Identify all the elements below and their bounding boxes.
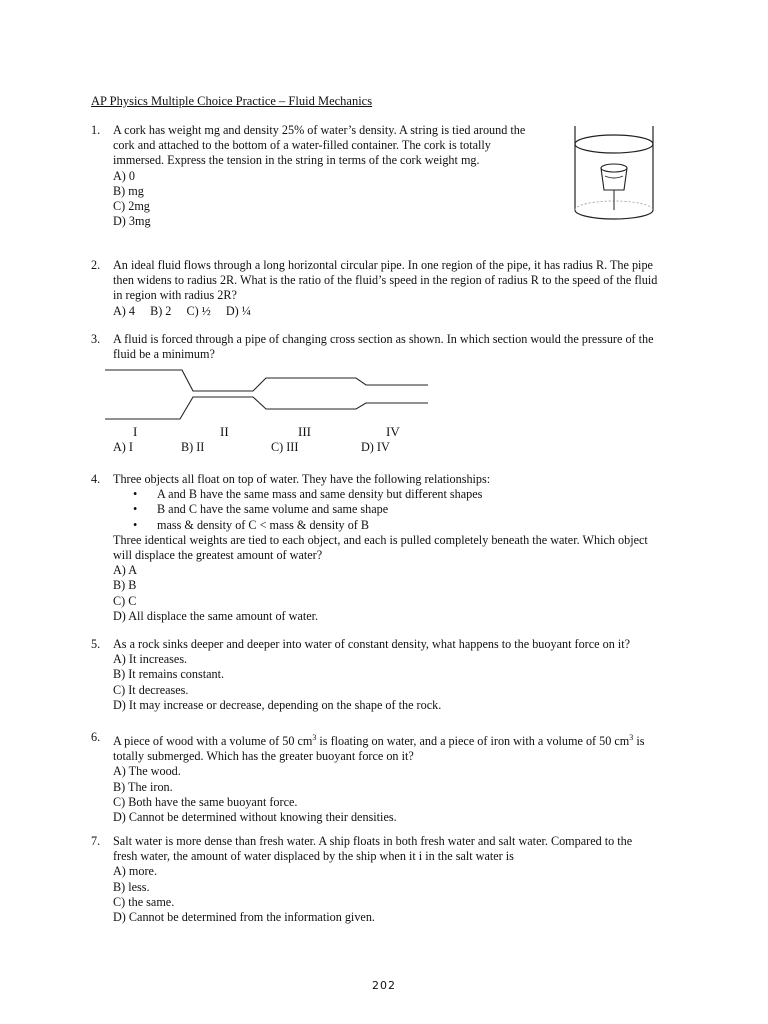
section-label-iii: III xyxy=(298,424,311,439)
answer-choice: A) more. xyxy=(113,864,157,879)
answer-choice: C) III xyxy=(271,440,299,454)
section-label-iv: IV xyxy=(386,424,400,439)
answer-choice: A) 4 xyxy=(113,303,136,318)
answer-choice: B) less. xyxy=(113,879,150,894)
question-text-line: will displace the greatest amount of water? xyxy=(113,548,323,563)
question-text-line: A piece of wood with a volume of 50 $cm^3$ is floating on water, and a piece of iron with a volume of 50 $cm^3$ is xyxy=(113,733,645,749)
question-number: 1. xyxy=(91,123,101,137)
answer-choice: C) Both have the same buoyant force. xyxy=(113,794,298,809)
answer-choice: A) A xyxy=(113,563,138,578)
section-label-ii: II xyxy=(220,424,229,439)
question-text-line: As a rock sinks deeper and deeper into water of constant density, what happens to the buoyant force on it? xyxy=(113,637,631,651)
answer-choice: A) The wood. xyxy=(113,764,181,779)
answer-choices-row xyxy=(113,304,657,319)
question-text-line: An ideal fluid flows through a long horizontal circular pipe. In one region of the pipe, it has radius R. The pipe xyxy=(113,258,653,272)
cork-container-figure xyxy=(568,122,660,230)
question-text-line: Salt water is more dense than fresh water. A ship floats in both fresh water and salt water. Compared to the xyxy=(113,834,633,848)
question-text-line: fresh water, the amount of water displaced by the ship when it i in the salt water is xyxy=(113,849,514,864)
answer-choice: C) ½ xyxy=(186,303,211,318)
answer-choice: D) It may increase or decrease, depending on the shape of the rock. xyxy=(113,697,442,712)
answer-choice: B) B xyxy=(113,578,137,593)
answer-choice: C) It decreases. xyxy=(113,682,189,697)
answer-choice: C) C xyxy=(113,593,137,608)
answer-choice: B) The iron. xyxy=(113,779,173,794)
answer-choice: B) mg xyxy=(113,183,144,198)
question-number: 7. xyxy=(91,834,101,848)
question-text-line: cork and attached to the bottom of a water-filled container. The cork is totally xyxy=(113,138,491,153)
answer-choice: D) ¼ xyxy=(225,303,251,318)
question-text-line: in region with radius 2R? xyxy=(113,288,237,303)
answer-choice: A) 0 xyxy=(113,168,136,183)
question-text-line: immersed. Express the tension in the string in terms of the cork weight mg. xyxy=(113,153,480,168)
answer-choice: B) II xyxy=(181,440,205,454)
question-text-line: Three objects all float on top of water. They have the following relationships: xyxy=(113,472,491,486)
question-text-line: then widens to radius 2R. What is the ratio of the fluid’s speed in the region of radius R to the speed of the fluid xyxy=(113,273,658,288)
bullet-item: • A and B have the same mass and same density but different shapes xyxy=(133,487,483,502)
answer-choice: D) Cannot be determined without knowing their densities. xyxy=(113,810,397,825)
answer-choice: D) IV xyxy=(361,440,390,454)
question-text-line: Three identical weights are tied to each object, and each is pulled completely beneath the water. Which object xyxy=(113,532,648,547)
answer-choice: B) It remains constant. xyxy=(113,667,225,682)
question-text-line: A fluid is forced through a pipe of changing cross section as shown. In which section would the pressure of the xyxy=(113,332,654,346)
question-number: 5. xyxy=(91,637,101,651)
answer-choice: B) 2 xyxy=(150,303,172,318)
question-text-line: totally submerged. Which has the greater buoyant force on it? xyxy=(113,749,414,764)
bullet-icon: • xyxy=(133,487,138,502)
section-label-i: I xyxy=(133,424,138,439)
bullet-icon: • xyxy=(133,502,138,517)
answer-choice: D) 3mg xyxy=(113,214,151,229)
answer-choice: A) It increases. xyxy=(113,652,188,667)
question-number: 3. xyxy=(91,332,101,346)
page-number: 202 xyxy=(372,979,396,992)
page-title: AP Physics Multiple Choice Practice – Fluid Mechanics xyxy=(91,94,373,108)
answer-choice: C) the same. xyxy=(113,894,175,909)
question-number: 2. xyxy=(91,258,101,272)
pipe-cross-section-figure xyxy=(100,362,432,424)
question-number: 6. xyxy=(91,730,101,744)
answer-choice: D) Cannot be determined from the information given. xyxy=(113,910,375,925)
answer-choice: D) All displace the same amount of water. xyxy=(113,608,319,623)
question-number: 4. xyxy=(91,472,101,486)
question-text-line: fluid be a minimum? xyxy=(113,347,215,362)
bullet-icon: • xyxy=(133,517,138,532)
bullet-item: • mass & density of C < mass & density of B xyxy=(133,517,370,532)
answer-choice: A) I xyxy=(113,440,133,454)
answer-choice: C) 2mg xyxy=(113,199,150,214)
bullet-item: • B and C have the same volume and same shape xyxy=(133,502,389,517)
question-text-line: A cork has weight mg and density 25% of water’s density. A string is tied around the xyxy=(113,123,526,137)
